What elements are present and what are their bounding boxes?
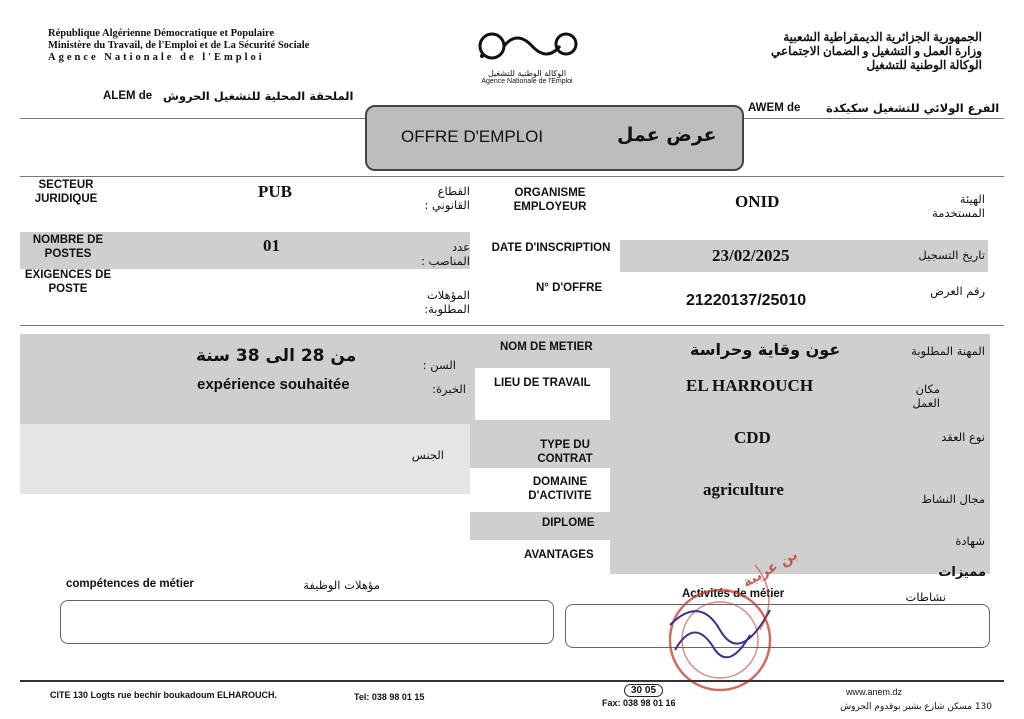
awem-ar: الفرع الولائي للتشغيل سكيكدة [826, 101, 1000, 115]
competences-ar: مؤهلات الوظيفة [303, 578, 380, 592]
postes-label: NOMBRE DE POSTES [32, 234, 104, 260]
footer-divider [20, 680, 1004, 682]
awem-label: AWEM de [748, 102, 801, 114]
secteur-value: PUB [258, 182, 292, 201]
ministry-fr: Ministère du Travail, de l'Emploi et de La Sécurité Sociale [48, 40, 310, 51]
metier-label: NOM DE METIER [500, 341, 593, 353]
date-label: DATE D'INSCRIPTION [491, 242, 611, 254]
logo-ar: الوكالة الوطنية للتشغيل [487, 69, 567, 78]
activites-label: Activités de métier [682, 588, 785, 600]
postes-ar: عدد المناصب : [421, 240, 470, 268]
exigences-ar: المؤهلات المطلوبة: [424, 288, 470, 316]
contrat-value: CDD [734, 428, 771, 447]
ministry-ar: وزارة العمل و التشغيل و الضمان الاجتماعي [771, 44, 982, 58]
domaine-value: agriculture [703, 480, 784, 499]
lieu-ar: مكان العمل [912, 382, 940, 410]
metier-ar: المهنة المطلوبة [911, 344, 985, 358]
footer-code: 30 05 [624, 684, 663, 697]
experience-value: expérience souhaitée [197, 376, 350, 393]
header-french [48, 28, 309, 64]
date-ar: تاريخ التسجيل [918, 248, 985, 262]
anem-logo-icon [462, 26, 592, 64]
secteur-ar: القطاع القانوني : [424, 184, 470, 212]
competences-box [60, 600, 554, 644]
secteur-label: SECTEUR JURIDIQUE [34, 179, 98, 205]
republic-fr: République Algérienne Démocratique et Populaire [48, 28, 275, 39]
footer-address: CITE 130 Logts rue bechir boukadoum ELHAROUCH. [50, 690, 278, 700]
offre-label: N° D'OFFRE [536, 282, 603, 294]
domaine-label: DOMAINE D'ACTIVITE [528, 476, 592, 502]
lieu-value: EL HARROUCH [686, 376, 814, 395]
official-stamp [660, 546, 810, 705]
organisme-value: ONID [735, 192, 780, 211]
footer-address-ar: 130 مسكن شارع بشير بوقدوم الحروش [840, 702, 992, 712]
exigences-label: EXIGENCES DE POSTE [24, 269, 112, 295]
title-ar: عرض عمل [617, 124, 717, 146]
diplome-label: DIPLOME [542, 517, 595, 529]
date-value: 23/02/2025 [712, 246, 790, 265]
agency-fr: Agence Nationale de l'Emploi [48, 52, 265, 63]
row-divider [20, 176, 1004, 177]
postes-value: 01 [263, 236, 280, 255]
footer-tel: Tel: 038 98 01 15 [354, 692, 425, 702]
metier-value: عون وقاية وحراسة [690, 340, 841, 359]
title-fr: OFFRE D'EMPLOI [401, 127, 544, 146]
offre-ar: رقم العرض [930, 284, 985, 298]
republic-ar: الجمهورية الجزائرية الديمقراطية الشعبية [783, 30, 982, 44]
alem-label: ALEM de [103, 90, 153, 102]
avantages-label: AVANTAGES [524, 549, 594, 561]
avantages-ar: مميزات [938, 565, 986, 580]
diplome-ar: شهادة [955, 534, 985, 548]
age-value: من 28 الى 38 سنة [196, 346, 357, 366]
organisme-label: ORGANISME EMPLOYEUR [513, 187, 587, 213]
alem-ar: الملحقة المحلية للتشغيل الحروش [163, 89, 354, 103]
experience-ar: الخبرة: [432, 382, 466, 396]
anem-logo [462, 26, 592, 85]
logo-fr: Agence Nationale de l'Emploi [481, 78, 573, 85]
agency-ar: الوكالة الوطنية للتشغيل [866, 58, 982, 72]
organisme-ar: الهيئة المستخدمة [932, 192, 985, 220]
footer-fax: Fax: 038 98 01 16 [602, 698, 676, 708]
lieu-label: LIEU DE TRAVAIL [494, 377, 591, 389]
contrat-label: TYPE DU CONTRAT [537, 439, 593, 465]
domaine-ar: مجال النشاط [921, 492, 985, 506]
age-ar: السن : [422, 358, 456, 372]
competences-label: compétences de métier [66, 578, 194, 590]
stamp-seal-icon [660, 555, 810, 705]
sexe-ar: الجنس [411, 448, 444, 462]
footer-web: www.anem.dz [846, 687, 903, 697]
header-arabic [771, 30, 982, 72]
title-box [365, 105, 744, 171]
contrat-ar: نوع العقد [941, 430, 985, 444]
stamp-signature: بن عريبة [740, 546, 801, 592]
offre-value: 21220137/25010 [686, 292, 807, 309]
row-divider [20, 325, 1004, 326]
activites-ar: نشاطات [905, 590, 946, 604]
